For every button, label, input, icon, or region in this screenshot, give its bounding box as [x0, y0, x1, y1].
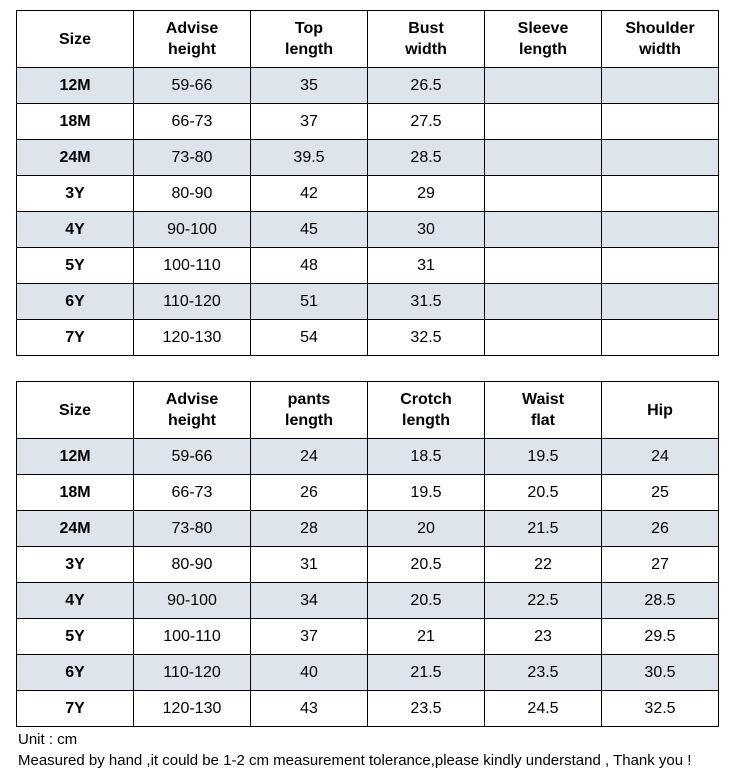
- table-cell: 26.5: [368, 68, 485, 104]
- table-header-row: [17, 11, 719, 68]
- table-cell: 24: [251, 439, 368, 475]
- header-advise-height: Advise height: [134, 382, 251, 439]
- size-cell: 7Y: [17, 320, 134, 356]
- table-cell: 23.5: [368, 691, 485, 727]
- header-sleeve-length: Sleeve length: [485, 11, 602, 68]
- table-cell: [485, 284, 602, 320]
- header-advise-height: Advise height: [134, 11, 251, 68]
- table-cell: [485, 248, 602, 284]
- table-cell: 51: [251, 284, 368, 320]
- table-row: [17, 104, 719, 140]
- header-crotch-length: Crotch length: [368, 382, 485, 439]
- table-row: [17, 284, 719, 320]
- table-row: [17, 439, 719, 475]
- table-row: [17, 212, 719, 248]
- table-cell: 120-130: [134, 320, 251, 356]
- size-cell: 12M: [17, 439, 134, 475]
- table-cell: 43: [251, 691, 368, 727]
- header-waist-flat: Waist flat: [485, 382, 602, 439]
- table-cell: 48: [251, 248, 368, 284]
- header-hip: Hip: [602, 382, 719, 439]
- size-cell: 3Y: [17, 176, 134, 212]
- table-row: [17, 655, 719, 691]
- table-cell: 54: [251, 320, 368, 356]
- table-cell: 26: [251, 475, 368, 511]
- table-cell: 90-100: [134, 583, 251, 619]
- table-cell: [485, 140, 602, 176]
- size-cell: 4Y: [17, 212, 134, 248]
- table-cell: [485, 212, 602, 248]
- tolerance-note: Measured by hand ,it could be 1-2 cm measurement tolerance,please kindly understand , Thank you !: [18, 752, 692, 769]
- table-cell: 27.5: [368, 104, 485, 140]
- size-cell: 18M: [17, 475, 134, 511]
- header-size: Size: [17, 11, 134, 68]
- table-cell: 34: [251, 583, 368, 619]
- table-cell: 35: [251, 68, 368, 104]
- table-cell: 21: [368, 619, 485, 655]
- table-cell: 80-90: [134, 176, 251, 212]
- table-cell: 20.5: [368, 547, 485, 583]
- table-cell: 66-73: [134, 104, 251, 140]
- table-row: [17, 583, 719, 619]
- table-cell: 23: [485, 619, 602, 655]
- table-cell: 22: [485, 547, 602, 583]
- unit-note: Unit : cm: [18, 731, 78, 748]
- table-cell: 37: [251, 619, 368, 655]
- table-cell: 40: [251, 655, 368, 691]
- table-cell: 100-110: [134, 619, 251, 655]
- table-cell: 21.5: [368, 655, 485, 691]
- table-cell: 29.5: [602, 619, 719, 655]
- table-row: [17, 140, 719, 176]
- bottom-size-table: [16, 381, 719, 727]
- size-cell: 6Y: [17, 655, 134, 691]
- table-cell: [602, 68, 719, 104]
- header-pants-length: pants length: [251, 382, 368, 439]
- table-cell: [485, 104, 602, 140]
- table-cell: 24.5: [485, 691, 602, 727]
- table-cell: [602, 284, 719, 320]
- table-cell: [602, 104, 719, 140]
- table-cell: 45: [251, 212, 368, 248]
- size-cell: 24M: [17, 140, 134, 176]
- table-cell: 25: [602, 475, 719, 511]
- table-cell: [602, 176, 719, 212]
- table-cell: 19.5: [485, 439, 602, 475]
- table-cell: 120-130: [134, 691, 251, 727]
- header-top-length: Top length: [251, 11, 368, 68]
- table-cell: 39.5: [251, 140, 368, 176]
- table-cell: 73-80: [134, 140, 251, 176]
- table-cell: 73-80: [134, 511, 251, 547]
- table-cell: 27: [602, 547, 719, 583]
- table-header-row: [17, 382, 719, 439]
- table-row: [17, 475, 719, 511]
- size-cell: 5Y: [17, 248, 134, 284]
- table-cell: 20.5: [368, 583, 485, 619]
- table-cell: [485, 320, 602, 356]
- table-cell: [602, 248, 719, 284]
- table-row: [17, 320, 719, 356]
- size-cell: 4Y: [17, 583, 134, 619]
- table-row: [17, 547, 719, 583]
- table-cell: 24: [602, 439, 719, 475]
- header-shoulder-width: Shoulder width: [602, 11, 719, 68]
- table-row: [17, 248, 719, 284]
- table-cell: 31.5: [368, 284, 485, 320]
- size-cell: 6Y: [17, 284, 134, 320]
- table-row: [17, 176, 719, 212]
- table-cell: 100-110: [134, 248, 251, 284]
- table-cell: 30: [368, 212, 485, 248]
- table-cell: 31: [368, 248, 485, 284]
- size-cell: 12M: [17, 68, 134, 104]
- table-cell: [602, 212, 719, 248]
- table-cell: 19.5: [368, 475, 485, 511]
- table-cell: [602, 140, 719, 176]
- table-cell: [485, 68, 602, 104]
- table-cell: 21.5: [485, 511, 602, 547]
- table-cell: 59-66: [134, 439, 251, 475]
- size-cell: 18M: [17, 104, 134, 140]
- table-cell: 37: [251, 104, 368, 140]
- table-cell: 20: [368, 511, 485, 547]
- size-cell: 7Y: [17, 691, 134, 727]
- table-cell: [485, 176, 602, 212]
- table-row: [17, 511, 719, 547]
- size-cell: 24M: [17, 511, 134, 547]
- table-cell: [602, 320, 719, 356]
- header-size: Size: [17, 382, 134, 439]
- table-cell: 28.5: [602, 583, 719, 619]
- size-cell: 5Y: [17, 619, 134, 655]
- table-cell: 23.5: [485, 655, 602, 691]
- table-cell: 110-120: [134, 284, 251, 320]
- table-cell: 28.5: [368, 140, 485, 176]
- table-cell: 31: [251, 547, 368, 583]
- table-cell: 18.5: [368, 439, 485, 475]
- table-cell: 22.5: [485, 583, 602, 619]
- table-cell: 29: [368, 176, 485, 212]
- table-cell: 28: [251, 511, 368, 547]
- table-cell: 32.5: [602, 691, 719, 727]
- table-cell: 59-66: [134, 68, 251, 104]
- table-cell: 26: [602, 511, 719, 547]
- table-row: [17, 619, 719, 655]
- table-row: [17, 691, 719, 727]
- table-cell: 90-100: [134, 212, 251, 248]
- table-cell: 32.5: [368, 320, 485, 356]
- table-cell: 66-73: [134, 475, 251, 511]
- table-cell: 110-120: [134, 655, 251, 691]
- size-cell: 3Y: [17, 547, 134, 583]
- table-cell: 30.5: [602, 655, 719, 691]
- header-bust-width: Bust width: [368, 11, 485, 68]
- table-cell: 80-90: [134, 547, 251, 583]
- table-cell: 42: [251, 176, 368, 212]
- table-row: [17, 68, 719, 104]
- top-size-table: [16, 10, 719, 356]
- table-cell: 20.5: [485, 475, 602, 511]
